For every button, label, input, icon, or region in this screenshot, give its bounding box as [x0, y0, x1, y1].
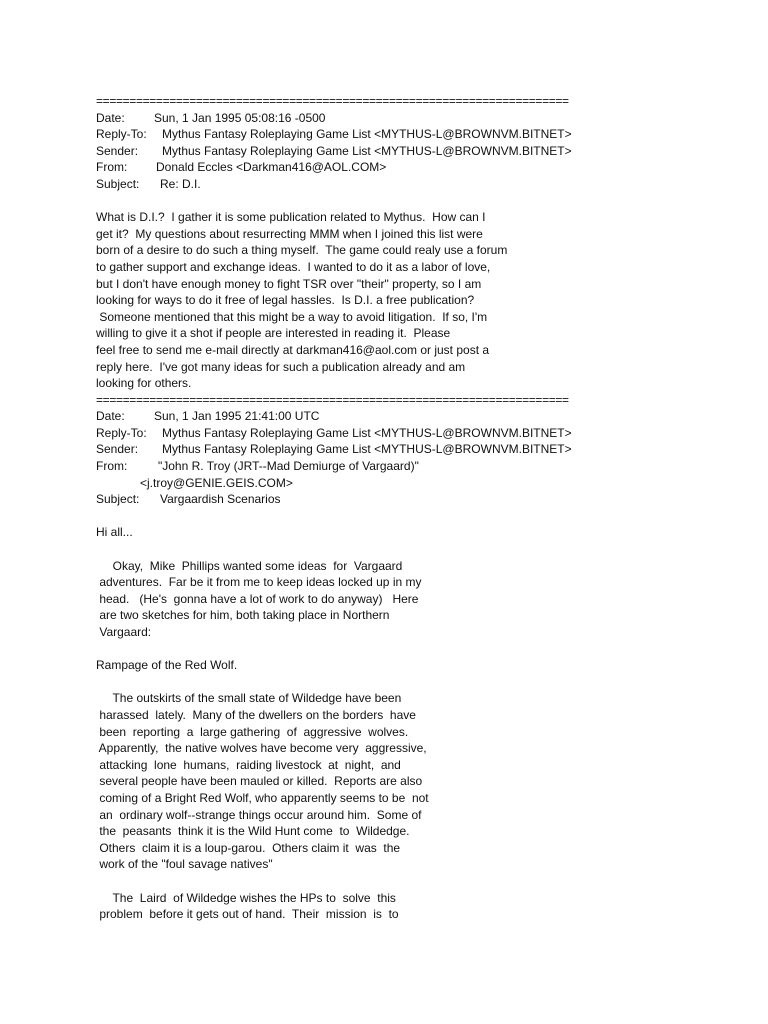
- message-headers: [96, 408, 616, 508]
- text-line: feel free to send me e-mail directly at darkman416@aol.com or just post a: [96, 342, 490, 357]
- header-value: <j.troy@GENIE.GEIS.COM>: [140, 475, 293, 490]
- header-row: [96, 491, 616, 508]
- text-line: reply here. I've got many ideas for such a publication already and am: [96, 359, 466, 374]
- header-row: [96, 475, 616, 492]
- text-line: The Laird of Wildedge wishes the HPs to solve this: [96, 890, 396, 905]
- message-separator: =======================================================================: [96, 94, 569, 108]
- header-row: [96, 425, 616, 442]
- header-row: [96, 126, 616, 143]
- text-line: an ordinary wolf--strange things occur around him. Some of: [96, 807, 422, 822]
- header-label: Subject:: [96, 176, 140, 191]
- body-paragraph: [96, 890, 616, 923]
- header-row: [96, 441, 616, 458]
- header-value: Mythus Fantasy Roleplaying Game List <MYTHUS-L@BROWNVM.BITNET>: [162, 425, 572, 440]
- greeting-line: Hi all...: [96, 525, 133, 540]
- text-line: Others claim it is a loup-garou. Others claim it was the: [96, 840, 401, 855]
- header-label: Reply-To:: [96, 127, 147, 142]
- text-line: harassed lately. Many of the dwellers on the borders have: [96, 707, 416, 722]
- header-label: From:: [96, 459, 128, 474]
- header-row: [96, 143, 616, 160]
- message-body: [96, 209, 616, 392]
- header-label: Subject:: [96, 492, 140, 507]
- text-line: adventures. Far be it from me to keep ideas locked up in my: [96, 575, 422, 590]
- text-line: Apparently, the native wolves have become very aggressive,: [96, 741, 427, 756]
- text-line: head. (He's gonna have a lot of work to do anyway) Here: [96, 591, 419, 606]
- header-row: [96, 110, 616, 127]
- message-separator: =======================================================================: [96, 392, 569, 407]
- text-line: work of the "foul savage natives": [96, 857, 273, 872]
- header-label: Reply-To:: [96, 425, 147, 440]
- header-value: Re: D.I.: [160, 176, 201, 191]
- text-line: been reporting a large gathering of aggressive wolves.: [96, 724, 409, 739]
- text-line: Vargaard:: [96, 625, 152, 639]
- text-line: The outskirts of the small state of Wildedge have been: [96, 691, 402, 706]
- header-value: Donald Eccles <Darkman416@AOL.COM>: [156, 160, 387, 175]
- header-label: From:: [96, 160, 128, 175]
- message-headers: [96, 110, 616, 193]
- text-line: looking for others.: [96, 376, 192, 391]
- header-value: Mythus Fantasy Roleplaying Game List <MYTHUS-L@BROWNVM.BITNET>: [162, 127, 572, 142]
- header-row: [96, 159, 616, 176]
- text-line: What is D.I.? I gather it is some publication related to Mythus. How can I: [96, 210, 486, 225]
- header-label: Sender:: [96, 143, 139, 158]
- email-digest-page: [96, 93, 616, 923]
- text-line: Someone mentioned that this might be a way to avoid litigation. If so, I'm: [96, 309, 488, 324]
- text-line: born of a desire to do such a thing myself. The game could realy use a forum: [96, 243, 508, 258]
- text-line: coming of a Bright Red Wolf, who apparently seems to be not: [96, 790, 429, 805]
- header-value: Sun, 1 Jan 1995 21:41:00 UTC: [154, 409, 320, 424]
- header-row: [96, 408, 616, 425]
- header-row: [96, 176, 616, 193]
- text-line: are two sketches for him, both taking place in Northern: [96, 608, 390, 623]
- text-line: but I don't have enough money to fight TSR over "their" property, so I am: [96, 276, 482, 291]
- header-label: Date:: [96, 409, 125, 424]
- text-line: attacking lone humans, raiding livestock at night, and: [96, 757, 401, 772]
- body-paragraph: [96, 558, 616, 641]
- text-line: looking for ways to do it free of legal hassles. Is D.I. a free publication?: [96, 293, 475, 308]
- body-paragraph: [96, 690, 616, 873]
- header-value: Sun, 1 Jan 1995 05:08:16 -0500: [154, 110, 326, 125]
- text-line: willing to give it a shot if people are interested in reading it. Please: [96, 326, 451, 341]
- text-line: problem before it gets out of hand. Their mission is to: [96, 907, 399, 922]
- text-line: the peasants think it is the Wild Hunt come to Wildedge.: [96, 824, 410, 839]
- header-label: Sender:: [96, 442, 139, 457]
- header-value: Mythus Fantasy Roleplaying Game List <MYTHUS-L@BROWNVM.BITNET>: [162, 143, 572, 158]
- header-row: [96, 458, 616, 475]
- text-line: to gather support and exchange ideas. I wanted to do it as a labor of love,: [96, 259, 491, 274]
- header-label: Date:: [96, 110, 125, 125]
- scenario-title: Rampage of the Red Wolf.: [96, 658, 238, 673]
- text-line: get it? My questions about resurrecting MMM when I joined this list were: [96, 226, 483, 241]
- header-value: Mythus Fantasy Roleplaying Game List <MYTHUS-L@BROWNVM.BITNET>: [162, 442, 572, 457]
- header-label: [96, 475, 140, 492]
- header-value: Vargaardish Scenarios: [160, 492, 281, 507]
- text-line: several people have been mauled or killed. Reports are also: [96, 774, 423, 789]
- text-line: Okay, Mike Phillips wanted some ideas for Vargaard: [96, 558, 403, 573]
- header-value: "John R. Troy (JRT--Mad Demiurge of Vargaard)": [158, 459, 419, 474]
